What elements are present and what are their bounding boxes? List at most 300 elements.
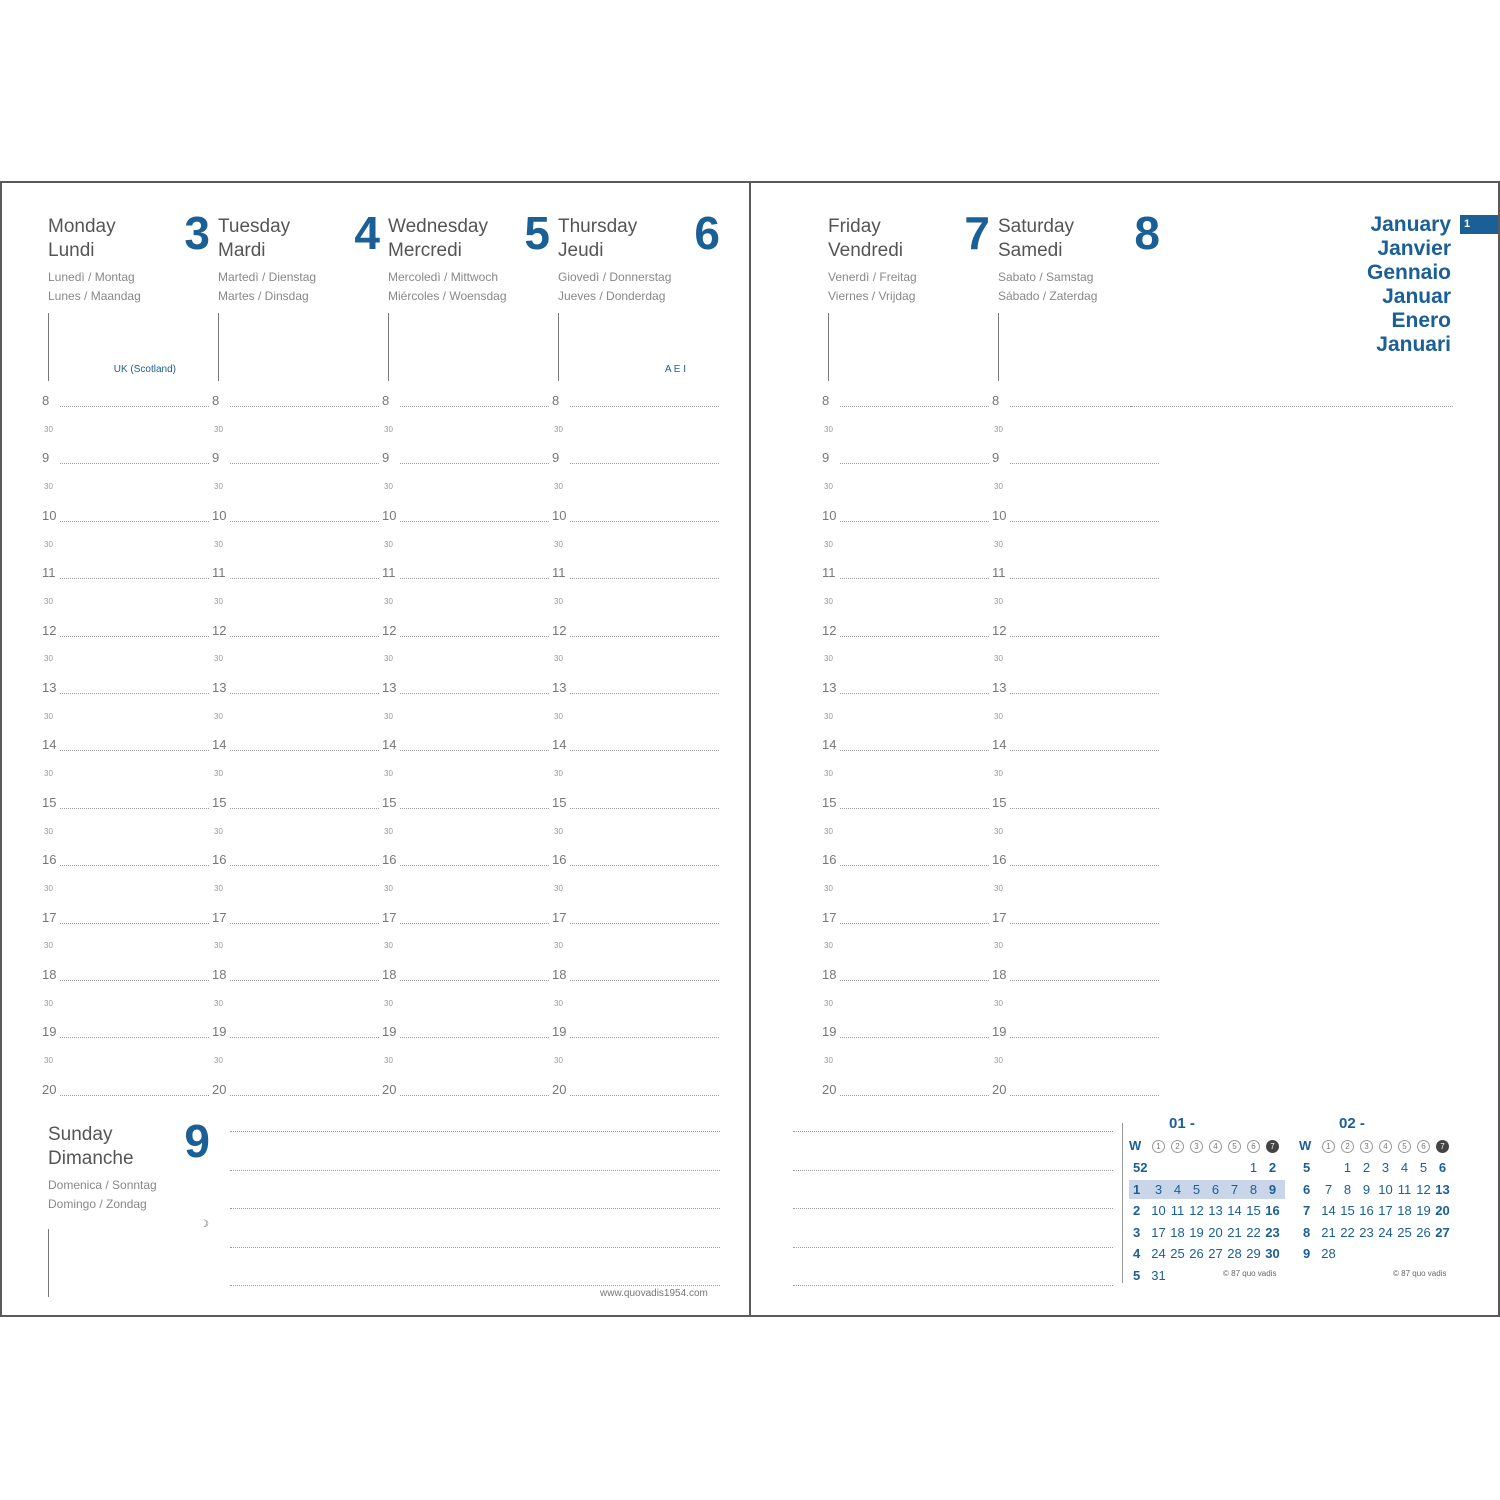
weekday-header (1414, 1137, 1433, 1155)
calendar-day[interactable]: 13 (1208, 1203, 1223, 1218)
half-hour-label: 30 (214, 596, 223, 606)
sunday-name-en: Sunday (48, 1124, 113, 1145)
hour-line[interactable] (1010, 923, 1159, 924)
day-name-es-nl: Lunes / Maandag (48, 289, 141, 303)
hour-line[interactable] (570, 463, 719, 464)
note-line[interactable] (793, 1131, 1113, 1132)
calendar-day[interactable]: 10 (1151, 1203, 1166, 1218)
half-hour-label: 30 (994, 1056, 1003, 1066)
half-hour-label: 30 (824, 539, 833, 549)
calendar-day[interactable]: 12 (1416, 1181, 1431, 1197)
calendar-day[interactable]: 18 (1397, 1203, 1412, 1218)
hour-line[interactable] (570, 980, 719, 981)
sunday-number: 9 (184, 1115, 210, 1167)
half-hour-label: 30 (824, 769, 833, 779)
weekday-header (1357, 1137, 1376, 1155)
calendar-day[interactable]: 5 (1419, 1160, 1428, 1175)
half-hour-label: 30 (994, 654, 1003, 664)
hour-label: 10 (822, 507, 837, 523)
hour-label: 8 (42, 393, 50, 408)
mini-calendar-week (1299, 1224, 1459, 1242)
half-hour-label: 30 (824, 1056, 833, 1066)
calendar-day[interactable]: 16 (1265, 1203, 1280, 1218)
hour-label: 9 (212, 450, 220, 466)
half-hour-label: 30 (44, 596, 53, 606)
hour-label: 13 (382, 680, 397, 695)
weekday-circle: 4 (1209, 1140, 1222, 1153)
hour-label: 18 (42, 967, 57, 982)
hour-line[interactable] (570, 1037, 719, 1038)
calendar-day[interactable]: 4 (1400, 1160, 1409, 1175)
calendar-day[interactable]: 7 (1324, 1181, 1333, 1197)
hour-label: 8 (992, 393, 1000, 408)
hour-label: 17 (992, 909, 1007, 925)
calendar-day[interactable]: 14 (1321, 1203, 1336, 1218)
calendar-day[interactable]: 25 (1170, 1246, 1185, 1261)
month-tab[interactable]: 1 (1460, 215, 1498, 234)
calendar-day[interactable]: 21 (1227, 1224, 1242, 1240)
calendar-day[interactable]: 24 (1378, 1224, 1393, 1240)
hour-label: 11 (822, 565, 836, 581)
hour-line[interactable] (1010, 578, 1159, 579)
half-hour-label: 30 (554, 711, 563, 721)
hour-line[interactable] (570, 923, 719, 924)
week-number: 3 (1133, 1224, 1141, 1240)
hour-label: 20 (382, 1081, 397, 1097)
hour-line[interactable] (1010, 980, 1159, 981)
half-hour-label: 30 (554, 883, 563, 893)
hour-label: 14 (212, 737, 227, 753)
hour-label: 16 (822, 852, 837, 868)
day-name-fr: Mardi (218, 240, 266, 261)
calendar-day[interactable]: 23 (1359, 1224, 1374, 1240)
calendar-day[interactable]: 28 (1321, 1246, 1336, 1261)
weekday-header (1168, 1137, 1187, 1155)
left-page (0, 181, 751, 1317)
week-number: 9 (1303, 1246, 1311, 1261)
half-hour-label: 30 (214, 826, 223, 836)
week-number: 8 (1303, 1224, 1311, 1240)
half-hour-label: 30 (44, 654, 53, 664)
month-notes-line[interactable] (1131, 406, 1453, 407)
weekday-circle: 2 (1171, 1140, 1184, 1153)
weekday-circle: 7 (1436, 1140, 1449, 1153)
hour-label: 19 (822, 1024, 837, 1040)
calendar-day[interactable]: 15 (1340, 1203, 1355, 1218)
right-page (749, 181, 1500, 1317)
calendar-day[interactable]: 18 (1170, 1224, 1185, 1240)
hour-label: 11 (382, 565, 396, 581)
weekday-header (1187, 1137, 1206, 1155)
hour-label: 20 (212, 1081, 227, 1097)
half-hour-label: 30 (554, 596, 563, 606)
mini-calendar-week (1299, 1202, 1459, 1220)
half-hour-label: 30 (214, 941, 223, 951)
day-number: 8 (1134, 207, 1160, 259)
hour-label: 13 (552, 680, 567, 695)
hour-line[interactable] (1010, 1037, 1159, 1038)
hour-label: 10 (42, 507, 57, 523)
hour-line[interactable] (1010, 521, 1159, 522)
divider-line (558, 313, 559, 381)
half-hour-label: 30 (554, 826, 563, 836)
copyright: © 87 quo vadis (1223, 1269, 1277, 1278)
weekday-circle: 7 (1266, 1140, 1279, 1153)
calendar-day[interactable]: 17 (1378, 1203, 1393, 1218)
calendar-day[interactable]: 3 (1154, 1181, 1163, 1197)
hour-line[interactable] (1010, 808, 1159, 809)
hour-label: 9 (382, 450, 390, 466)
hour-label: 8 (822, 393, 830, 408)
calendar-day[interactable]: 6 (1211, 1181, 1220, 1197)
half-hour-label: 30 (824, 826, 833, 836)
day-name-es-nl: Jueves / Donderdag (558, 289, 666, 303)
mini-calendar-header (1129, 1137, 1289, 1155)
hour-label: 12 (382, 622, 397, 638)
hour-label: 11 (42, 565, 56, 581)
hour-label: 15 (382, 794, 397, 810)
half-hour-label: 30 (554, 424, 563, 434)
calendar-day[interactable]: 15 (1246, 1203, 1261, 1218)
sunday-block (2, 1091, 210, 1311)
weekday-circle: 6 (1417, 1140, 1430, 1153)
hour-label: 10 (212, 507, 227, 523)
holiday-note: A E I (664, 364, 686, 375)
hour-label: 9 (992, 450, 1000, 466)
hour-line[interactable] (1010, 865, 1159, 866)
calendar-day[interactable]: 21 (1321, 1224, 1336, 1240)
hour-label: 15 (552, 794, 567, 810)
hour-label: 10 (552, 507, 567, 523)
hour-label: 15 (992, 794, 1007, 810)
calendar-day[interactable]: 17 (1151, 1224, 1166, 1240)
half-hour-label: 30 (824, 654, 833, 664)
hour-line[interactable] (570, 1095, 719, 1096)
day-name-it-de: Giovedì / Donnerstag (558, 270, 672, 284)
calendar-divider (1122, 1123, 1123, 1283)
half-hour-label: 30 (384, 998, 393, 1008)
hour-label: 18 (212, 967, 227, 982)
calendar-day[interactable]: 20 (1208, 1224, 1223, 1240)
hour-label: 14 (552, 737, 567, 753)
day-name-es-nl: Miércoles / Woensdag (388, 289, 507, 303)
half-hour-label: 30 (994, 482, 1003, 492)
hour-label: 18 (552, 967, 567, 982)
day-name-fr: Vendredi (828, 240, 904, 261)
half-hour-label: 30 (44, 883, 53, 893)
calendar-day[interactable]: 13 (1435, 1181, 1450, 1197)
weekday-circle: 6 (1247, 1140, 1260, 1153)
half-hour-label: 30 (994, 539, 1003, 549)
note-line[interactable] (230, 1208, 720, 1209)
divider-line (998, 313, 999, 381)
calendar-day[interactable]: 12 (1189, 1203, 1204, 1218)
week-number: 7 (1303, 1203, 1311, 1218)
hour-label: 13 (822, 680, 837, 695)
hour-label: 12 (212, 622, 227, 638)
hour-label: 15 (42, 794, 57, 810)
weekday-header (1206, 1137, 1225, 1155)
day-name-en: Saturday (998, 216, 1075, 237)
moon-phase-icon: ☽ (200, 1219, 209, 1230)
calendar-day[interactable]: 11 (1397, 1181, 1412, 1197)
half-hour-label: 30 (994, 424, 1003, 434)
calendar-day[interactable]: 2 (1362, 1160, 1371, 1175)
divider-line (48, 1229, 49, 1297)
calendar-day[interactable]: 9 (1362, 1181, 1371, 1197)
half-hour-label: 30 (554, 769, 563, 779)
half-hour-label: 30 (994, 596, 1003, 606)
hour-line[interactable] (570, 406, 719, 407)
divider-line (388, 313, 389, 381)
calendar-day[interactable]: 11 (1170, 1203, 1185, 1218)
half-hour-label: 30 (994, 769, 1003, 779)
calendar-day[interactable]: 22 (1246, 1224, 1261, 1240)
day-name-es-nl: Viernes / Vrijdag (828, 289, 916, 303)
half-hour-label: 30 (214, 1056, 223, 1066)
note-line[interactable] (793, 1170, 1113, 1171)
hour-label: 11 (212, 565, 226, 581)
weekday-header (1244, 1137, 1263, 1155)
half-hour-label: 30 (384, 482, 393, 492)
hour-label: 16 (42, 852, 57, 868)
month-name: January (1370, 213, 1451, 236)
hour-label: 15 (822, 794, 837, 810)
half-hour-label: 30 (384, 539, 393, 549)
half-hour-label: 30 (214, 482, 223, 492)
hour-label: 20 (42, 1081, 57, 1097)
hour-line[interactable] (1010, 1095, 1159, 1096)
hour-label: 14 (822, 737, 837, 753)
calendar-day[interactable]: 8 (1343, 1181, 1352, 1197)
half-hour-label: 30 (44, 826, 53, 836)
calendar-day[interactable]: 29 (1246, 1246, 1261, 1261)
calendar-day[interactable]: 5 (1192, 1181, 1201, 1197)
hour-label: 17 (822, 909, 837, 925)
hour-label: 14 (992, 737, 1007, 753)
half-hour-label: 30 (384, 711, 393, 721)
weekday-header (1263, 1137, 1282, 1155)
weekday-header (1149, 1137, 1168, 1155)
hour-label: 15 (212, 794, 227, 810)
note-line[interactable] (793, 1285, 1113, 1286)
week-number: 52 (1133, 1160, 1148, 1175)
calendar-day[interactable]: 28 (1227, 1246, 1242, 1261)
calendar-day[interactable]: 19 (1189, 1224, 1204, 1240)
half-hour-label: 30 (384, 941, 393, 951)
day-name-en: Thursday (558, 216, 638, 237)
half-hour-label: 30 (214, 883, 223, 893)
week-number: 5 (1303, 1160, 1311, 1175)
day-number: 7 (964, 207, 990, 259)
calendar-day[interactable]: 23 (1265, 1224, 1280, 1240)
hour-label: 12 (42, 622, 57, 638)
day-name-en: Tuesday (218, 216, 291, 237)
holiday-note: UK (Scotland) (113, 364, 176, 375)
calendar-day[interactable]: 3 (1381, 1160, 1390, 1175)
half-hour-label: 30 (44, 482, 53, 492)
day-number: 3 (184, 207, 210, 259)
week-number: 4 (1133, 1246, 1141, 1261)
calendar-day[interactable]: 6 (1438, 1160, 1447, 1175)
calendar-day[interactable]: 7 (1230, 1181, 1239, 1197)
hour-label: 9 (552, 450, 560, 466)
hour-line[interactable] (570, 750, 719, 751)
half-hour-label: 30 (214, 654, 223, 664)
calendar-day[interactable]: 27 (1435, 1224, 1450, 1240)
hour-line[interactable] (570, 521, 719, 522)
hour-label: 17 (552, 909, 567, 925)
hour-label: 17 (382, 909, 397, 925)
note-line[interactable] (230, 1170, 720, 1171)
half-hour-label: 30 (994, 941, 1003, 951)
weekday-header (1338, 1137, 1357, 1155)
mini-calendar-title: 01 - (1169, 1115, 1195, 1132)
hour-line[interactable] (1010, 463, 1159, 464)
day-name-es-nl: Sábado / Zaterdag (998, 289, 1098, 303)
half-hour-label: 30 (214, 539, 223, 549)
calendar-day[interactable]: 14 (1227, 1203, 1242, 1218)
divider-line (828, 313, 829, 381)
note-line[interactable] (230, 1247, 720, 1248)
calendar-day[interactable]: 9 (1268, 1181, 1277, 1197)
week-number: 5 (1133, 1267, 1141, 1283)
hour-label: 10 (382, 507, 397, 523)
hour-line[interactable] (570, 578, 719, 579)
note-line[interactable] (230, 1285, 720, 1286)
half-hour-label: 30 (554, 1056, 563, 1066)
hour-label: 16 (992, 852, 1007, 868)
day-name-it-de: Sabato / Samstag (998, 270, 1094, 284)
half-hour-label: 30 (824, 596, 833, 606)
hour-label: 19 (382, 1024, 397, 1040)
hour-label: 14 (382, 737, 397, 753)
week-number: 2 (1133, 1203, 1141, 1218)
calendar-day[interactable]: 19 (1416, 1203, 1431, 1218)
hour-line[interactable] (1010, 750, 1159, 751)
calendar-day[interactable]: 10 (1378, 1181, 1393, 1197)
hour-line[interactable] (570, 693, 719, 694)
half-hour-label: 30 (554, 539, 563, 549)
calendar-day[interactable]: 16 (1359, 1203, 1374, 1218)
hour-label: 17 (42, 909, 57, 925)
weekday-circle: 4 (1379, 1140, 1392, 1153)
day-name-it-de: Martedì / Dienstag (218, 270, 317, 284)
half-hour-label: 30 (44, 539, 53, 549)
day-name-fr: Jeudi (558, 240, 604, 261)
half-hour-label: 30 (384, 596, 393, 606)
calendar-day[interactable]: 24 (1151, 1246, 1166, 1261)
day-number: 4 (354, 207, 380, 259)
calendar-day[interactable]: 25 (1397, 1224, 1412, 1240)
half-hour-label: 30 (384, 1056, 393, 1066)
calendar-day[interactable]: 22 (1340, 1224, 1355, 1240)
month-names (1367, 213, 1451, 357)
half-hour-label: 30 (554, 998, 563, 1008)
half-hour-label: 30 (214, 711, 223, 721)
half-hour-label: 30 (824, 424, 833, 434)
day-name-fr: Samedi (998, 240, 1063, 261)
hour-label: 16 (552, 852, 567, 868)
day-name-es-nl: Martes / Dinsdag (218, 289, 309, 303)
mini-calendar-week (1299, 1245, 1459, 1263)
mini-calendar-week (1129, 1224, 1289, 1242)
calendar-day[interactable]: 1 (1343, 1160, 1352, 1175)
note-line[interactable] (793, 1247, 1113, 1248)
day-name-it-de: Lunedì / Montag (48, 270, 135, 284)
note-line[interactable] (793, 1208, 1113, 1209)
calendar-day[interactable]: 30 (1265, 1246, 1280, 1261)
half-hour-label: 30 (44, 424, 53, 434)
calendar-day[interactable]: 26 (1416, 1224, 1431, 1240)
hour-line[interactable] (1010, 693, 1159, 694)
half-hour-label: 30 (44, 711, 53, 721)
calendar-day[interactable]: 27 (1208, 1246, 1223, 1261)
calendar-day[interactable]: 8 (1249, 1181, 1258, 1197)
hour-label: 20 (552, 1081, 567, 1097)
website-url: www.quovadis1954.com (600, 1288, 708, 1299)
half-hour-label: 30 (554, 941, 563, 951)
divider-line (48, 313, 49, 381)
week-label: W (1299, 1138, 1312, 1153)
sunday-name-es-nl: Domingo / Zondag (48, 1197, 147, 1211)
half-hour-label: 30 (824, 883, 833, 893)
mini-calendar-week (1129, 1159, 1289, 1177)
half-hour-label: 30 (994, 998, 1003, 1008)
half-hour-label: 30 (44, 941, 53, 951)
calendar-day[interactable]: 20 (1435, 1203, 1450, 1218)
half-hour-label: 30 (824, 711, 833, 721)
calendar-day[interactable]: 4 (1173, 1181, 1182, 1197)
hour-label: 18 (382, 967, 397, 982)
mini-calendar-week (1129, 1245, 1289, 1263)
hour-label: 16 (212, 852, 227, 868)
day-name-fr: Mercredi (388, 240, 462, 261)
mini-calendar-title: 02 - (1339, 1115, 1365, 1132)
hour-label: 8 (382, 393, 390, 408)
hour-label: 8 (552, 393, 560, 408)
sunday-name-fr: Dimanche (48, 1148, 134, 1169)
hour-label: 12 (822, 622, 837, 638)
calendar-day[interactable]: 1 (1249, 1160, 1258, 1175)
day-name-fr: Lundi (48, 240, 95, 261)
calendar-day[interactable]: 31 (1151, 1267, 1166, 1283)
mini-calendar-week (1299, 1181, 1459, 1199)
weekday-circle: 3 (1360, 1140, 1373, 1153)
hour-label: 17 (212, 909, 227, 925)
weekday-circle: 5 (1398, 1140, 1411, 1153)
hour-line[interactable] (570, 808, 719, 809)
hour-line[interactable] (570, 636, 719, 637)
calendar-day[interactable]: 26 (1189, 1246, 1204, 1261)
calendar-day[interactable]: 2 (1268, 1160, 1277, 1175)
hour-line[interactable] (1010, 636, 1159, 637)
half-hour-label: 30 (994, 711, 1003, 721)
half-hour-label: 30 (384, 826, 393, 836)
hour-label: 9 (42, 450, 50, 466)
half-hour-label: 30 (384, 769, 393, 779)
note-line[interactable] (230, 1131, 720, 1132)
day-number: 6 (694, 207, 720, 259)
half-hour-label: 30 (554, 654, 563, 664)
mini-calendar-week (1129, 1181, 1289, 1199)
hour-line[interactable] (570, 865, 719, 866)
day-name-en: Friday (828, 216, 881, 237)
hour-label: 10 (992, 507, 1007, 523)
hour-label: 13 (992, 680, 1007, 695)
hour-label: 11 (552, 565, 566, 581)
hour-label: 14 (42, 737, 57, 753)
